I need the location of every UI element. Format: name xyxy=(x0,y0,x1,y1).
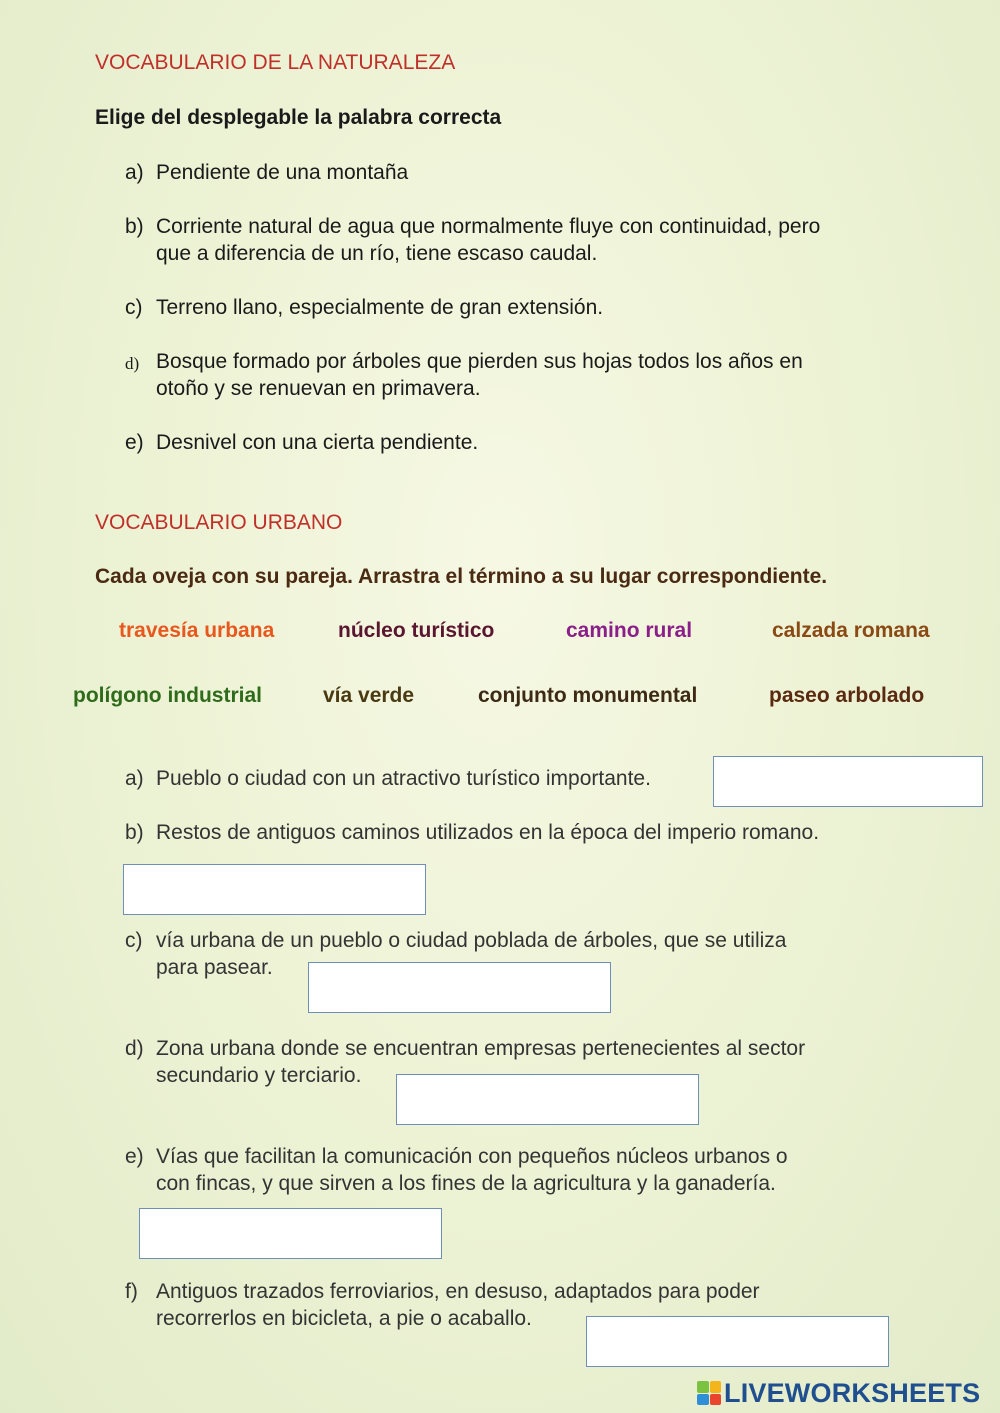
item-text: Antiguos trazados ferroviarios, en desuso, adaptados para poder xyxy=(156,1280,760,1303)
item-text: Terreno llano, especialmente de gran extensión. xyxy=(156,296,604,319)
item-text: otoño y se renuevan en primavera. xyxy=(156,377,481,400)
item-text: que a diferencia de un río, tiene escaso caudal. xyxy=(156,242,598,265)
drop-zone-f[interactable] xyxy=(586,1316,889,1367)
liveworksheets-logo xyxy=(697,1377,980,1409)
item-text: para pasear. xyxy=(156,956,273,979)
item-label: f) xyxy=(125,1280,138,1303)
drop-zone-d[interactable] xyxy=(396,1074,699,1125)
item-label: b) xyxy=(125,821,144,844)
drag-word-travesia-urbana[interactable]: travesía urbana xyxy=(119,619,275,642)
drop-zone-a[interactable] xyxy=(713,756,983,807)
item-text: recorrerlos en bicicleta, a pie o acaballo. xyxy=(156,1307,532,1330)
drag-word-via-verde[interactable]: vía verde xyxy=(323,684,415,707)
item-text: Pendiente de una montaña xyxy=(156,161,409,184)
item-text: secundario y terciario. xyxy=(156,1064,362,1087)
item-label: e) xyxy=(125,431,144,454)
drop-zone-b[interactable] xyxy=(123,864,426,915)
drop-zone-c[interactable] xyxy=(308,962,611,1013)
urban-section-title: VOCABULARIO URBANO xyxy=(95,511,343,534)
drag-word-camino-rural[interactable]: camino rural xyxy=(566,619,693,642)
item-text: Vías que facilitan la comunicación con pequeños núcleos urbanos o xyxy=(156,1145,788,1168)
item-label: a) xyxy=(125,161,144,184)
nature-section-title: VOCABULARIO DE LA NATURALEZA xyxy=(95,51,456,74)
item-label: c) xyxy=(125,296,143,319)
liveworksheets-logo-text: LIVEWORKSHEETS xyxy=(724,1377,981,1408)
drag-word-nucleo-turistico[interactable]: núcleo turístico xyxy=(338,619,495,642)
drag-word-paseo-arbolado[interactable]: paseo arbolado xyxy=(769,684,925,707)
item-label: e) xyxy=(125,1145,144,1168)
drag-word-conjunto-monumental[interactable]: conjunto monumental xyxy=(478,684,698,707)
item-label: d) xyxy=(125,354,140,373)
item-text: con fincas, y que sirven a los fines de la agricultura y la ganadería. xyxy=(156,1172,776,1195)
item-text: Desnivel con una cierta pendiente. xyxy=(156,431,479,454)
urban-instruction: Cada oveja con su pareja. Arrastra el término a su lugar correspondiente. xyxy=(95,565,828,588)
item-text: Corriente natural de agua que normalmente fluye con continuidad, pero xyxy=(156,215,821,238)
item-label: b) xyxy=(125,215,144,238)
nature-instruction: Elige del desplegable la palabra correcta xyxy=(95,106,502,129)
item-text: vía urbana de un pueblo o ciudad poblada de árboles, que se utiliza xyxy=(156,929,787,952)
item-text: Bosque formado por árboles que pierden sus hojas todos los años en xyxy=(156,350,803,373)
liveworksheets-logo-icon xyxy=(697,1381,721,1405)
item-label: a) xyxy=(125,767,144,790)
item-text: Pueblo o ciudad con un atractivo turístico importante. xyxy=(156,767,651,790)
drag-word-poligono-industrial[interactable]: polígono industrial xyxy=(73,684,262,707)
drag-word-calzada-romana[interactable]: calzada romana xyxy=(772,619,930,642)
drop-zone-e[interactable] xyxy=(139,1208,442,1259)
item-label: d) xyxy=(125,1037,144,1060)
item-label: c) xyxy=(125,929,143,952)
item-text: Restos de antiguos caminos utilizados en la época del imperio romano. xyxy=(156,821,820,844)
item-text: Zona urbana donde se encuentran empresas pertenecientes al sector xyxy=(156,1037,806,1060)
